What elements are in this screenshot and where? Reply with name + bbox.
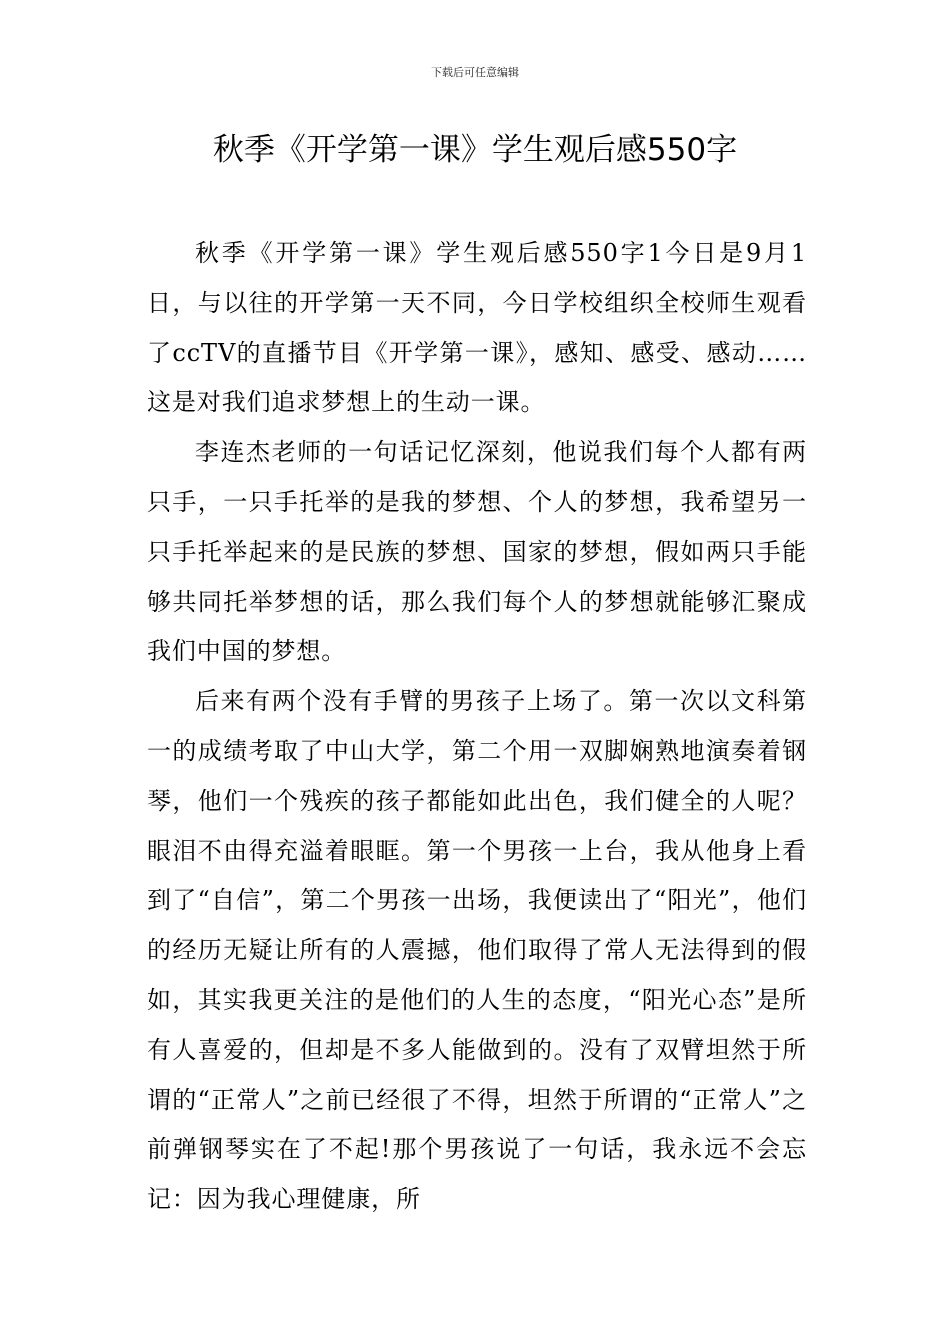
paragraph-1: 秋季《开学第一课》学生观后感550字1今日是9月1日，与以往的开学第一天不同，今日学校组织全校师生观看了ccTV的直播节目《开学第一课》，感知、感受、感动……这是对我们追求梦想上的生动一课。	[147, 239, 807, 417]
document-title: 秋季《开学第一课》学生观后感550字	[212, 132, 738, 168]
header-note: 下载后可任意编辑	[431, 66, 519, 79]
paragraph-3: 后来有两个没有手臂的男孩子上场了。第一次以文科第一的成绩考取了中山大学，第二个用一双脚娴熟地演奏着钢琴，他们一个残疾的孩子都能如此出色，我们健全的人呢？眼泪不由得充溢着眼眶。第一个男孩一上台，我从他身上看到了“自信”，第二个男孩一出场，我便读出了“阳光”，他们的经历无疑让所有的人震撼，他们取得了常人无法得到的假如，其实我更关注的是他们的人生的态度，“阳光心态”是所有人喜爱的，但却是不多人能做到的。没有了双臂坦然于所谓的“正常人”之前已经很了不得，坦然于所谓的“正常人”之前弹钢琴实在了不起!那个男孩说了一句话，我永远不会忘记：因为我心理健康，所	[147, 687, 807, 1214]
document-body	[147, 229, 807, 1225]
paragraph-2: 李连杰老师的一句话记忆深刻，他说我们每个人都有两只手，一只手托举的是我的梦想、个人的梦想，我希望另一只手托举起来的是民族的梦想、国家的梦想，假如两只手能够共同托举梦想的话，那么我们每个人的梦想就能够汇聚成我们中国的梦想。	[147, 438, 807, 666]
